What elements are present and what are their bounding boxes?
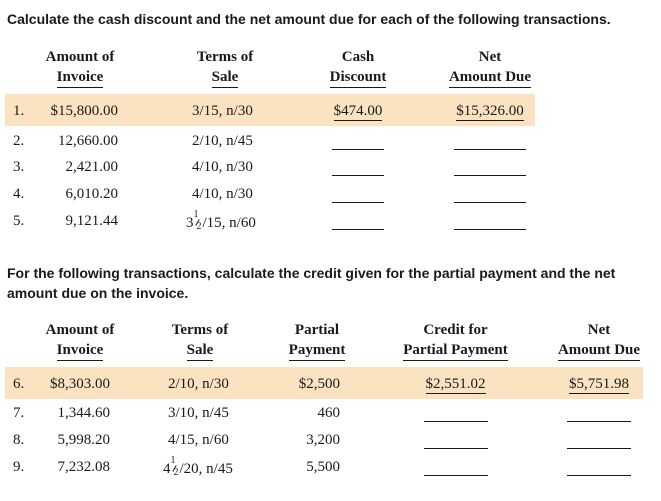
terms-cell bbox=[186, 209, 256, 233]
net-amount-blank[interactable] bbox=[454, 229, 526, 230]
terms-whole: 3 bbox=[186, 215, 194, 231]
cash-discount-blank[interactable] bbox=[332, 149, 384, 150]
header-line1: Credit for bbox=[423, 322, 488, 338]
partial-payment-cell: $2,500 bbox=[298, 376, 340, 392]
fraction bbox=[193, 209, 203, 233]
header-net-amount-due bbox=[545, 320, 653, 361]
amount-cell: 6,010.20 bbox=[65, 186, 118, 202]
net-amount-blank[interactable] bbox=[454, 149, 526, 150]
amount-cell: 7,232.08 bbox=[57, 459, 110, 475]
credit-blank[interactable] bbox=[424, 421, 488, 422]
row-number: 3. bbox=[13, 159, 25, 175]
header-line2: Sale bbox=[212, 68, 239, 88]
header-amount-of-invoice bbox=[30, 47, 130, 88]
header-cash-discount bbox=[308, 47, 408, 88]
amount-cell: $15,800.00 bbox=[50, 103, 118, 119]
credit-blank[interactable] bbox=[424, 448, 488, 449]
header-terms-of-sale bbox=[175, 47, 275, 88]
amount-cell: 1,344.60 bbox=[57, 405, 110, 421]
row-number: 6. bbox=[13, 376, 25, 392]
credit-answer bbox=[418, 374, 493, 394]
header-line1: Partial bbox=[294, 322, 340, 338]
amount-cell: $8,303.00 bbox=[50, 376, 110, 392]
net-amount-blank[interactable] bbox=[567, 448, 631, 449]
net-amount-blank[interactable] bbox=[454, 202, 526, 203]
cash-discount-value: $474.00 bbox=[333, 103, 383, 119]
header-line1: Terms of bbox=[171, 322, 229, 338]
row-number: 5. bbox=[13, 213, 25, 229]
amount-cell: 5,998.20 bbox=[57, 432, 110, 448]
partial-payment-cell: 460 bbox=[317, 405, 340, 421]
header-line2: Discount bbox=[330, 68, 387, 88]
partial-payment-cell: 3,200 bbox=[306, 432, 340, 448]
cash-discount-blank[interactable] bbox=[332, 202, 384, 203]
terms-cell: 4/10, n/30 bbox=[192, 186, 253, 202]
net-amount-value: $15,326.00 bbox=[456, 103, 524, 119]
header-amount-of-invoice bbox=[30, 320, 130, 361]
fraction bbox=[170, 455, 180, 479]
row-number: 7. bbox=[13, 405, 25, 421]
header-line1: Amount of bbox=[45, 49, 115, 65]
net-amount-answer bbox=[560, 374, 638, 394]
amount-cell: 2,421.00 bbox=[65, 159, 118, 175]
header-credit-for-partial-payment bbox=[393, 320, 518, 361]
header-line2: Partial Payment bbox=[403, 341, 508, 361]
partial-payment-cell: 5,500 bbox=[306, 459, 340, 475]
terms-rest: /20, n/45 bbox=[179, 461, 233, 477]
header-line2: Sale bbox=[187, 341, 214, 361]
amount-cell: 9,121.44 bbox=[65, 213, 118, 229]
header-line1: Net bbox=[587, 322, 611, 338]
credit-blank[interactable] bbox=[424, 475, 488, 476]
cash-discount-blank[interactable] bbox=[332, 229, 384, 230]
cash-discount-answer bbox=[330, 101, 386, 121]
header-line2: Amount Due bbox=[449, 68, 531, 88]
terms-cell bbox=[163, 455, 233, 479]
instruction-part1: Calculate the cash discount and the net amount due for each of the following transactions. bbox=[7, 11, 611, 27]
terms-cell: 3/15, n/30 bbox=[192, 103, 253, 119]
header-line1: Terms of bbox=[196, 49, 254, 65]
header-line1: Amount of bbox=[45, 322, 115, 338]
header-line2: Invoice bbox=[57, 68, 104, 88]
terms-cell: 4/10, n/30 bbox=[192, 159, 253, 175]
header-terms-of-sale bbox=[150, 320, 250, 361]
header-line1: Cash bbox=[341, 49, 375, 65]
header-line1: Net bbox=[478, 49, 502, 65]
net-amount-blank[interactable] bbox=[567, 475, 631, 476]
cash-discount-blank[interactable] bbox=[332, 175, 384, 176]
amount-cell: 12,660.00 bbox=[58, 133, 118, 149]
terms-rest: /15, n/60 bbox=[202, 215, 256, 231]
fraction-denominator: 2 bbox=[196, 221, 202, 232]
credit-value: $2,551.02 bbox=[425, 376, 486, 392]
header-net-amount-due bbox=[430, 47, 550, 88]
terms-cell: 2/10, n/30 bbox=[168, 376, 229, 392]
header-line2: Amount Due bbox=[558, 341, 640, 361]
row-number: 8. bbox=[13, 432, 25, 448]
instruction-part2-line2: amount due on the invoice. bbox=[7, 285, 189, 301]
instruction-part2-line1: For the following transactions, calculate the credit given for the partial payment and the net bbox=[7, 265, 616, 281]
header-line2: Payment bbox=[289, 341, 346, 361]
row-number: 9. bbox=[13, 459, 25, 475]
terms-whole: 4 bbox=[163, 461, 171, 477]
fraction-numerator: 1 bbox=[170, 455, 176, 466]
fraction-numerator: 1 bbox=[193, 209, 199, 220]
net-amount-value: $5,751.98 bbox=[569, 376, 629, 392]
terms-cell: 4/15, n/60 bbox=[168, 432, 229, 448]
net-amount-answer bbox=[450, 101, 530, 121]
terms-cell: 2/10, n/45 bbox=[192, 133, 253, 149]
fraction-denominator: 2 bbox=[173, 467, 179, 478]
net-amount-blank[interactable] bbox=[454, 175, 526, 176]
header-partial-payment bbox=[272, 320, 362, 361]
row-number: 2. bbox=[13, 133, 25, 149]
terms-cell: 3/10, n/45 bbox=[168, 405, 229, 421]
net-amount-blank[interactable] bbox=[567, 421, 631, 422]
row-number: 1. bbox=[13, 103, 25, 119]
header-line2: Invoice bbox=[57, 341, 104, 361]
row-number: 4. bbox=[13, 186, 25, 202]
